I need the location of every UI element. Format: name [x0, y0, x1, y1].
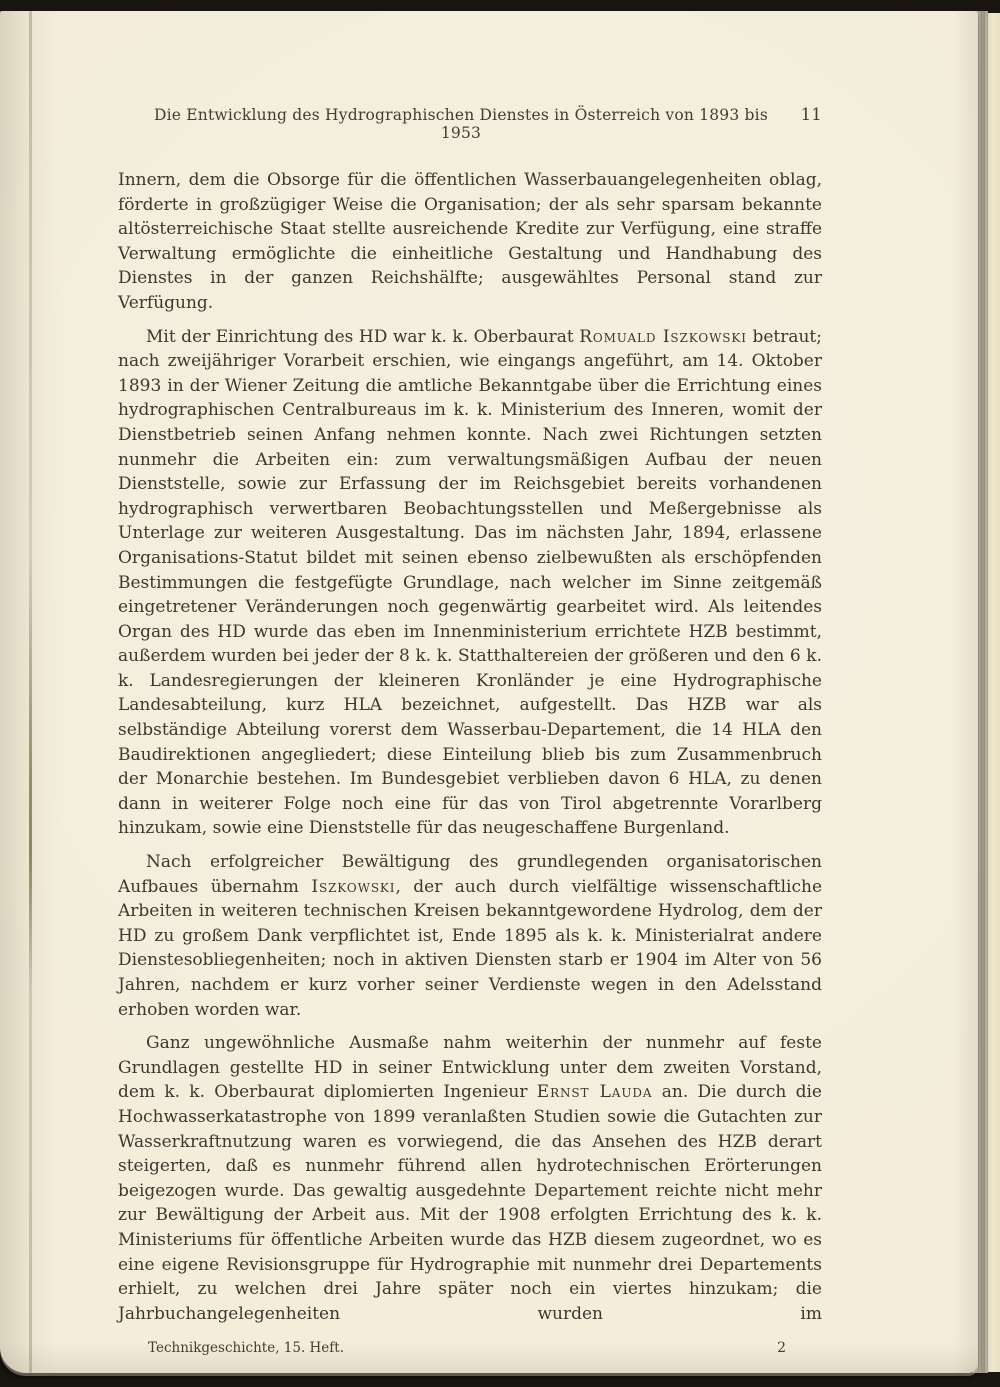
scanner-background-top: [70, 0, 240, 8]
paragraph-text: Innern, dem die Obsorge für die öffentlichen Wasserbauangelegenheiten oblag, förderte in großzügiger Weise die Organisation; der als sehr sparsam bekannte altösterreichische Staat stellte ausreichende Kredite zur Verfügung, eine straffe Verwaltung ermöglichte die einheitliche Gestaltung und Handhabung des Dienstes in der ganzen Reichshälfte; ausgewähltes Personal stand zur Verfügung.: [118, 170, 822, 313]
page-footer: [118, 1340, 822, 1356]
footer-imprint: Technikgeschichte, 15. Heft.: [148, 1340, 345, 1357]
paragraph: [118, 1031, 822, 1326]
person-name-smallcaps: Iszkowski: [311, 876, 396, 897]
paragraph-text: betraut; nach zweijähriger Vorarbeit erschien, wie eingangs angeführt, am 14. Oktober 1893 in der Wiener Zeitung die amtliche Bekanntgabe über die Errichtung eines hydrographischen Centralbureaus im k. k. Ministerium des Inneren, womit der Dienstbetrieb seinen Anfang nehmen konnte. Nach zwei Richtungen setzten nunmehr die Arbeiten ein: zum verwaltungsmäßigen Aufbau der neuen Dienststelle, sowie zur Erfassung der im Reichsgebiet bereits vorhandenen hydrographisch verwertbaren Beobachtungsstellen und Meßergebnisse als Unterlage zur weiteren Ausgestaltung. Das im nächsten Jahr, 1894, erlassene Organisations-Statut bildet mit seinen ebenso zielbewußten als erschöpfenden Bestimmungen die festgefügte Grundlage, nach welcher im Sinne zeitgemäß eingetretener Veränderungen noch gegenwärtig gearbeitet wird. Als leitendes Organ des HD wurde das eben im Innenministerium errichtete HZB bestimmt, außerdem wurden bei jeder der 8 k. k. Statthaltereien der größeren und den 6 k. k. Landesregierungen der kleineren Kronländer je eine Hydrographische Landesabteilung, kurz HLA bezeichnet, aufgestellt. Das HZB war als selbständige Abteilung vorerst dem Wasserbau-Departement, die 14 HLA den Baudirektionen angegliedert; diese Einteilung blieb bis zum Zusammenbruch der Monarchie bestehen. Im Bundesgebiet verblieben davon 6 HLA, zu denen dann in weiterer Folge noch eine für das von Tirol abgetrennte Vorarlberg hinzukam, sowie eine Dienststelle für das neugeschaffene Burgenland.: [118, 326, 822, 839]
footer-signature-number: 2: [777, 1340, 786, 1357]
gutter-crease: [29, 11, 32, 1373]
paragraph-text: Mit der Einrichtung des HD war k. k. Oberbaurat: [146, 326, 580, 347]
paragraph: [118, 850, 822, 1022]
page-content: [118, 105, 822, 1356]
person-name-smallcaps: Romuald Iszkowski: [579, 326, 747, 347]
page-body: [118, 168, 822, 1326]
person-name-smallcaps: Ernst Lauda: [536, 1082, 653, 1103]
paragraph-text: Ganz ungewöhnliche Ausmaße nahm weiterhin der nunmehr auf feste Grundlagen gestellte HD in seiner Entwicklung unter dem zweiten Vorstand, dem k. k. Oberbaurat diplomierten Ingenieur: [118, 1033, 822, 1103]
paragraph: [118, 325, 822, 841]
paragraph-text: Nach erfolgreicher Bewältigung des grundlegenden organisatorischen Aufbaues übernahm: [118, 852, 822, 897]
paragraph: [118, 168, 822, 316]
paragraph-text: , der auch durch vielfältige wissenschaftliche Arbeiten in weiteren technischen Kreisen bekanntgewordene Hydrolog, dem der HD zu großem Dank verpflichtet ist, Ende 1895 als k. k. Ministerialrat andere Dienstesobliegenheiten; noch in aktiven Diensten starb er 1904 im Alter von 56 Jahren, nachdem er kurz vorher seiner Verdienste wegen in den Adelsstand erhoben worden war.: [118, 876, 823, 1020]
header-title: Die Entwicklung des Hydrographischen Dienstes in Österreich von 1893 bis 1953: [154, 106, 768, 142]
paragraph-text: an. Die durch die Hochwasserkatastrophe von 1899 veranlaßten Studien sowie die Gutachten zur Wasserkraftnutzung waren es vorwiegend, die das Ansehen des HZB derart steigerten, daß es nunmehr führend allen hydrotechnischen Erörterungen beigezogen wurde. Das gewaltig ausgedehnte Departement reichte nicht mehr zur Bewältigung der Arbeit aus. Mit der 1908 erfolgten Errichtung des k. k. Ministeriums für öffentliche Arbeiten wurde das HZB diesem zugeordnet, wo es eine eigene Revisionsgruppe für Hydrographie mit nunmehr drei Departements erhielt, zu welchen drei Jahre später noch ein viertes hinzukam; die Jahrbuchangelegenheiten wurden im: [118, 1082, 822, 1324]
underlying-page-edge: [986, 13, 1000, 1372]
book-page: [0, 11, 978, 1373]
header-page-number: 11: [800, 105, 822, 124]
running-header: [118, 105, 822, 142]
